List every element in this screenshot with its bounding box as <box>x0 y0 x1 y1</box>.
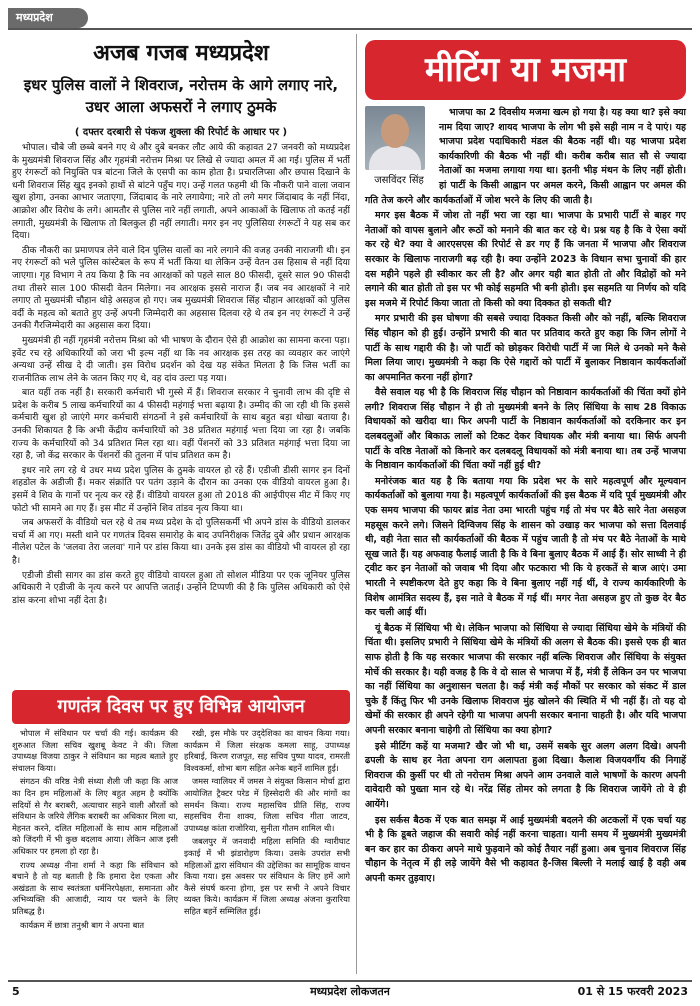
paragraph: कार्यक्रम में छात्रा तनुश्री बाग ने अपना बात <box>20 919 145 930</box>
paragraph: मगर इस बैठक में जोश तो नहीं भरा जा रहा था। भाजपा के प्रभारी पार्टी से बाहर गए नेताओं को वापस बुलाने और रूठों को मनाने की बात कर रहे थे। प्रश्न यह है कि वे ऐसा क्यों कर रहे थे? क्या वे आरएसएस की रिपोर्ट से डर गए हैं कि जनता में भाजपा और शिवराज सरकार के खिलाफ नाराजगी बढ़ रही है। क्या उन्होंने 2023 के विधान सभा चुनावों की हार दस महीने पहले ही स्वीकार कर ली है? और अगर यही बात होती तो और विद्रोहों को मने लगाने की बात होती तो इस पर भी कोई सहमति भी बनी होती। इस सहमति या निर्णय को यदि इस मजमे में रिपोर्ट किया जाता तो किसी को क्या दिक्कत हो सकती थी? <box>365 210 686 309</box>
paragraph: रखी, इस मौके पर उद्‌देशिका का वाचन किया गया। कार्यक्रम में जिला संरक्षक कमला साहू, उपाध्यक्ष हरिबाई, किरण राजपूत, सह सचिव पुष्पा यादव, रामरती विश्वकर्मा, शोभा बाग सहित अनेक बहनें शामिल हुई। <box>184 728 350 773</box>
page-number: 5 <box>12 985 20 998</box>
author-photo <box>365 106 425 170</box>
paragraph: भाजपा का 2 दिवसीय मजमा खत्म हो गया है। यह क्या था? इसे क्या नाम दिया जाए? शायद भाजपा के लोग भी इसे सही नाम न दे पाएं। यह भाजपा प्रदेश पदाधिकारी मंडल की बैठक नहीं थी। यह भाजपा प्रदेश कार्यकारिणी की बैठक भी नहीं थी। करीब करीब सात सौ से ज्यादा नेताओं का मजमा लगाया गया था। इतनी भीड़ मंथन के लिए नहीं होती। हां पार्टी के किसी आह्वान पर अमल करने, किसी आह्वान पर अमल की गति तेज करने और कार्यकर्ताओं में जोश भरने के लिए की जाती है। <box>365 107 686 206</box>
left-article-headline: इधर पुलिस वालों ने शिवराज, नरोत्तम के आगे लगाए नारे, उधर आला अफसरों ने लगाए ठुमके <box>23 76 339 116</box>
right-article <box>356 34 692 974</box>
paragraph: वैसे सवाल यह भी है कि शिवराज सिंह चौहान को निष्ठावान कार्यकर्ताओं की चिंता क्यों होने लगी? शिवराज सिंह चौहान ने ही तो मुख्यमंत्री बनने के लिए सिंधिया के साथ 28 विकाऊ विधायकों को खरीदा था। फिर अपनी पार्टी के निष्ठावान कार्यकर्ताओं को दरकिनार कर इन दलबदलुओं और बिकाऊ लालों को टिकट देकर विधायक और मंत्री बनाया था। सिर्फ अपनी पार्टी के वरिष्ठ नेताओं को किनारे कर दलबदलू विधायकों को मंत्री बनाया था। तब उन्हें भाजपा के निष्ठावान कार्यकर्ताओं की चिंता क्यों नहीं हुई थी? <box>365 387 686 472</box>
event-body <box>8 728 354 933</box>
event-column-2 <box>184 728 350 933</box>
event-article <box>8 688 354 974</box>
author-name: जसविंदर सिंह <box>374 175 424 186</box>
paragraph: एडीजी डीसी सागर का डांस करते हुए वीडियो वायरल हुआ तो सोशल मीडिया पर एक जूनियर पुलिस अधिकारी ने एडीजी के नृत्य करने पर आपत्ति जताई। उन्होंने टिप्पणी की है कि पुलिस अधिकारी को ऐसे डांस करना शोभा नहीं देता है। <box>12 570 350 606</box>
publication-name: मध्यप्रदेश लोकजतन <box>310 985 390 998</box>
top-rule <box>8 28 692 30</box>
left-article-byline: ( दफ्तर दरबारी से पंकज शुक्ला की रिपोर्ट के आधार पर ) <box>74 127 288 138</box>
paragraph: इस सर्कस बैठक में एक बात समझ में आई मुख्यमंत्री बदलने की अटकलों में एक चर्चा यह भी है कि डूबते जहाज की सवारी कोई नहीं करना चाहता। यानी समय में मुख्यमंत्री मुख्यमंत्री बन कर हार का ठीकरा अपने माथे फुड़वाने को कोई तैयार नहीं हुआ। अब चुनाव शिवराज सिंह चौहान के नेतृत्व में ही लड़े जायेंगे वैसे भी कहावत है-जिस बिल्ली ने मलाई खाई है वही अब अपनी कमर तुड़वाए। <box>365 814 686 884</box>
paragraph: इसे मीटिंग कहें या मजमा? खैर जो भी था, उसमें सबके सुर अलग अलग दिखे। अपनी ढपली के साथ हर नेता अपना राग अलापता हुआ दिखा। कैलाश विजयवर्गीय की निगाहें शिवराज की कुर्सी पर थी तो नरोत्तम मिश्रा अपने आम उनवाले वाले भाषणों के कारण अपनी दावेदारी को पुख्ता मान रहे थे। नरेंद्र सिंह तोमर को लगता है कि शिवराज जायेंगे तो वे ही आयेंगे। <box>365 740 686 810</box>
paragraph: मुख्यमंत्री ही नहीं गृहमंत्री नरोत्तम मिश्रा को भी भाषण के दौरान ऐसे ही आक्रोश का सामना करना पड़ा। इवेंट रच रहे अधिकारियों को जरा भी इल्म नहीं था कि नव आरक्षक इस तरह का व्यवहार कर जाएंगे अन्यथा उन्हें सीख दे दी जाती। इस विरोध प्रदर्शन को देख यह संकेत मिलता है कि जिस भर्ती का राजनीतिक लाभ लेने के जतन किए गए थे, वह दांव उल्टा पड़ गया। <box>12 335 350 384</box>
page-footer <box>8 980 692 1002</box>
left-article <box>8 34 354 688</box>
right-article-body <box>357 106 692 886</box>
event-banner: गणतंत्र दिवस पर हुए विभिन्न आयोजन <box>12 690 350 724</box>
left-article-body <box>8 142 354 607</box>
paragraph: बात यहीं तक नहीं है। सरकारी कर्मचारी भी गुस्से में हैं। शिवराज सरकार ने चुनावी लाभ की दृष्टि से प्रदेश के करीब 5 लाख कर्मचारियों का 4 फीसदी महंगाई भत्ता बढ़ाया है। उम्मीद की जा रही थी कि इससे कर्मचारी खुश हो जाएंगे मगर कर्मचारी संगठनों ने इसे कर्मचारियों के साथ बहुत बड़ा धोखा बताया है। उनकी शिकायत है कि अभी केंद्रीय कर्मचारियों को 38 प्रतिशत महंगाई भत्ता दिया जा रहा है। जबकि राज्य के कर्मचारियों को 34 प्रतिशत मिल रहा था। वहीं पेंशनरों को 33 प्रतिशत महंगाई भत्ता दिया जा रहा है, जो केंद्र सरकार के पेंशनरों की तुलना में पांच प्रतिशत कम है। <box>12 388 350 462</box>
paragraph: मगर प्रभारी की इस घोषणा की सबसे ज्यादा दिक्कत किसी और को नहीं, बल्कि शिवराज सिंह चौहान को ही हुई। उन्होंने प्रभारी की बात पर प्रतिवाद करते हुए कहा कि जिन लोगों ने पार्टी के साथ गद्दारी की है। जो पार्टी को छोड़कर विरोधी पार्टी में जा मिले थे उनको मने कैसे मिला लिया जाए। मुख्यमंत्री ने कहा कि ऐसे गद्दारों को पार्टी में बुलाकर निष्ठावान कार्यकर्ताओं का अपमानित करना नहीं होगा? <box>365 313 686 383</box>
paragraph: ठीक नौकरी का प्रमाणपत्र लेने वाले दिन पुलिस वालों का नारे लगाने की वजह उनकी नाराजगी थी। इन नए रंगरूटों को भले पुलिस कांस्टेबल के रूप में भर्ती किया था लेकिन उन्हें वेतन उस हिसाब से नहीं दिया जाएगा। गृह विभाग ने तय किया है कि नव आरक्षकों को पहले साल 80 फीसदी, दूसरे साल 90 फीसदी तथा तीसरे साल 100 फीसदी वेतन मिलेगा। नव आरक्षक इससे नाराज हैं। जब नव आरक्षकों ने नारे लगाए तो मुख्यमंत्री चौहान थोड़े असहज हो गए। जब मुख्यमंत्री शिवराज सिंह चौहान आरक्षकों को पुलिस वर्दी के महत्व को बताते हुए उन्हें अपनी जिम्मेदारी का अहसास दिलवा रहे थे तब इन नए रंगरूटों ने उन्हें उनकी गैरजिम्मेदारी का अहसास करा दिया। <box>12 245 350 332</box>
paragraph: जमस ग्वालियर में जमस ने संयुक्त किसान मोर्चा द्वारा आयोजित ट्रैक्टर परेड में हिस्सेदारी की और मांगों का समर्थन किया। राज्य महासचिव प्रीति सिंह, राज्य सहसचिव रीना शाक्य, जिला सचिव गीता जाटव, उपाध्यक्ष कांता राजोरिया, सुनीता गौतम शामिल थी। <box>184 776 350 833</box>
left-article-title: अजब गजब मध्यप्रदेश <box>93 41 269 66</box>
paragraph: संगठन की वरिष्ठ नेत्री संध्या शैली जी कहा कि आज का दिन हम महिलाओं के लिए बहुत अहम है क्योंकि सदियों से गैर बराबरी, अत्याचार सहने वाली औरतों को संविधान के जरिये लैंगिक बराबरी का अधिकार मिला था, मेहनत करने, दलित महिलाओं के साथ आम महिलाओं को जिंदगी में भी कुछ बदलाव आया। लेकिन आज इसी अधिकार पर हमला हो रहा है। <box>12 776 178 856</box>
paragraph: यूं बैठक में सिंधिया भी थे। लेकिन भाजपा को सिंधिया से ज्यादा सिंधिया खेमे के मंत्रियों की चिंता थी। इसलिए प्रभारी ने सिंधिया खेमे के मंत्रियों की अलग से बैठक की। इससे एक ही बात साफ होती है कि यह सरकार भाजपा की सरकार नहीं बल्कि शिवराज और सिंधिया के संयुक्त मोर्चे की सरकार है। यही वजह है कि वे दो साल से भाजपा में हैं, मंत्री हैं लेकिन उन पर भाजपा का नहीं सिंधिया का अनुशासन चलता है। कई मंत्री कई मौकों पर सरकार को संकट में डाल चुके हैं किंतु फिर भी उनके खिलाफ शिवराज मुंह खोलने की स्थिति में भी नहीं हैं। तो यह दो खेमों की सरकार ही अपने रहेगी या भाजपा अपनी सरकार बनाना चाहती है। और यदि भाजपा अपनी सरकार बनाना चाहेगी तो सिंधिया का क्या होगा? <box>365 622 686 736</box>
paragraph: भोपाल में संविधान पर चर्चा की गई। कार्यक्रम की शुरुआत जिला सचिव खुशबू केवट ने की। जिला उपाध्यक्ष विजया ठाकुर ने संविधान का महत्व बताते हुए संचालन किया। <box>12 728 178 773</box>
paragraph: जबलपुर में जनवादी महिला समिति की ग्वारीघाट इकाई में भी झंडारोहण किया। उसके उपरांत सभी महिलाओं द्वारा संविधान की उद्देशिका का सामूहिक वाचन किया गया। इस अवसर पर संविधान के लिए हमें आगे कैसे संघर्ष करना होगा, इस पर सभी ने अपने विचार व्यक्त किये। कार्यक्रम में जिला अध्यक्ष अंजना कुरारिया सहित बहनें सम्मिलित हुई। <box>184 836 350 916</box>
right-article-title: मीटिंग या मजमा <box>365 40 686 100</box>
issue-date: 01 से 15 फरवरी 2023 <box>577 985 688 998</box>
paragraph: भोपाल। चौबे जी छब्बे बनने गए थे और दुबे बनकर लौट आये की कहावत 27 जनवरी को मध्यप्रदेश के मुख्यमंत्री शिवराज सिंह और गृहमंत्री नरोत्तम मिश्रा पर लिखे से ज्यादा अमल में आ गई। पुलिस में भर्ती हुए रंगरूटों को नियुक्ति पत्र बांटना जिले के एसपी का काम होता है। प्रचारलिप्सा और छपास दिखाने के धनी शिवराज सिंह खुद इनको हाथों से बांटने पहुँच गए। उन्हें गलत फहमी थी कि नौकरी पाने वाला जवान खुश होगा, उनका आभार जताएगा, जिंदाबाद के नारे लगायेगा; नारे तो लगे मगर जिंदाबाद के नहीं निंदा, आक्रोश और विरोध के लगे। आमतौर से पुलिस नारे नहीं लगाती, अपने आकाओं के खिलाफ तो कतई नहीं लगाती, मुख्यमंत्री के खिलाफ तो बिलकुल ही नहीं लगाती। मगर इन नए पुलिसिया रंगरूटों ने यह सब कर दिया। <box>12 143 350 242</box>
author-box <box>365 106 433 186</box>
paragraph: राज्य अध्यक्ष नीना शर्मा ने कहा कि संविधान को बचाने है तो यह बताती है कि हमारा देश एकता और अखंडता के साथ स्वतंत्रता धर्मनिरपेक्षता, समानता और अभिव्यक्ति की आजादी, न्याय पर चलने के लिए प्रतिबद्ध है। <box>12 859 178 916</box>
section-tag: मध्यप्रदेश <box>8 8 88 28</box>
paragraph: मनोरंजक बात यह है कि बताया गया कि प्रदेश भर के सारे महत्वपूर्ण और मूल्यवान कार्यकर्ताओं को बुलाया गया है। महत्वपूर्ण कार्यकर्ताओं की इस बैठक में यदि पूर्व मुख्यमंत्री और एक समय भाजपा की फायर ब्रांड नेता उमा भारती पहुंच गई तो मंच पर बैठे सारे नेता असहज महसूस करने लगे। जिसने दिग्विजय सिंह के शासन को उखाड़ कर भाजपा को सत्ता दिलवाई थी, वही नेता सात सौ कार्यकर्ताओं की बैठक में पहुंच जाती है तो मंच पर बैठे नेताओं के माथे सूख जाते हैं। यह अफवाह फैलाई जाती है कि वे बिना बुलाए बैठक में आई हैं। सोर साध्वी ने ही ट्वीट कर इन नेताओं को जवाब भी दिया और फटकारा भी कि ये हरकतें से बाज आएं। उमा भारती ने स्पष्टीकरण देते हुए कहा कि वे बिना बुलाए नहीं गई थीं, वे राज्य कार्यकारिणी के विशेष आमंत्रित सदस्य हैं, इस नाते वे बैठक में गई थीं। मगर नेता असहज हुए तो कुछ देर बैठ कर चली आई थीं। <box>365 475 686 619</box>
paragraph: जब अफसरों के वीडियो चल रहे थे तब मध्य प्रदेश के दो पुलिसकर्मी भी अपने डांस के वीडियो डालकर चर्चा में आ गए। मस्ती थाने पर गणतंत्र दिवस समारोह के बाद उपनिरीक्षक जितेंद्र दुबे और प्रधान आरक्षक नीलेश पटेल के 'जलवा तेरा जलवा' गाने पर डांस किया था। उनके इस डांस का वीडियो भी वायरल हो रहा है। <box>12 518 350 566</box>
event-column-1 <box>12 728 178 933</box>
paragraph: इधर नारे लग रहे थे उधर मध्य प्रदेश पुलिस के ठुमके वायरल हो रहे हैं। एडीजी डीसी सागर इन दिनों शहडोल के अडीजी हैं। मकर संक्रांति पर पतंग उड़ाने के दौरान का उनका एक वीडियो वायरल हुआ है। इसमें वे शिव के गानों पर नृत्य कर रहे हैं। वीडियो वायरल हुआ तो 2018 की आईपीएस मीट में किए गए फोटो भी सामने आ गए हैं। इस मीट में उन्होंने शिव तांडव नृत्य किया था। <box>12 465 350 514</box>
